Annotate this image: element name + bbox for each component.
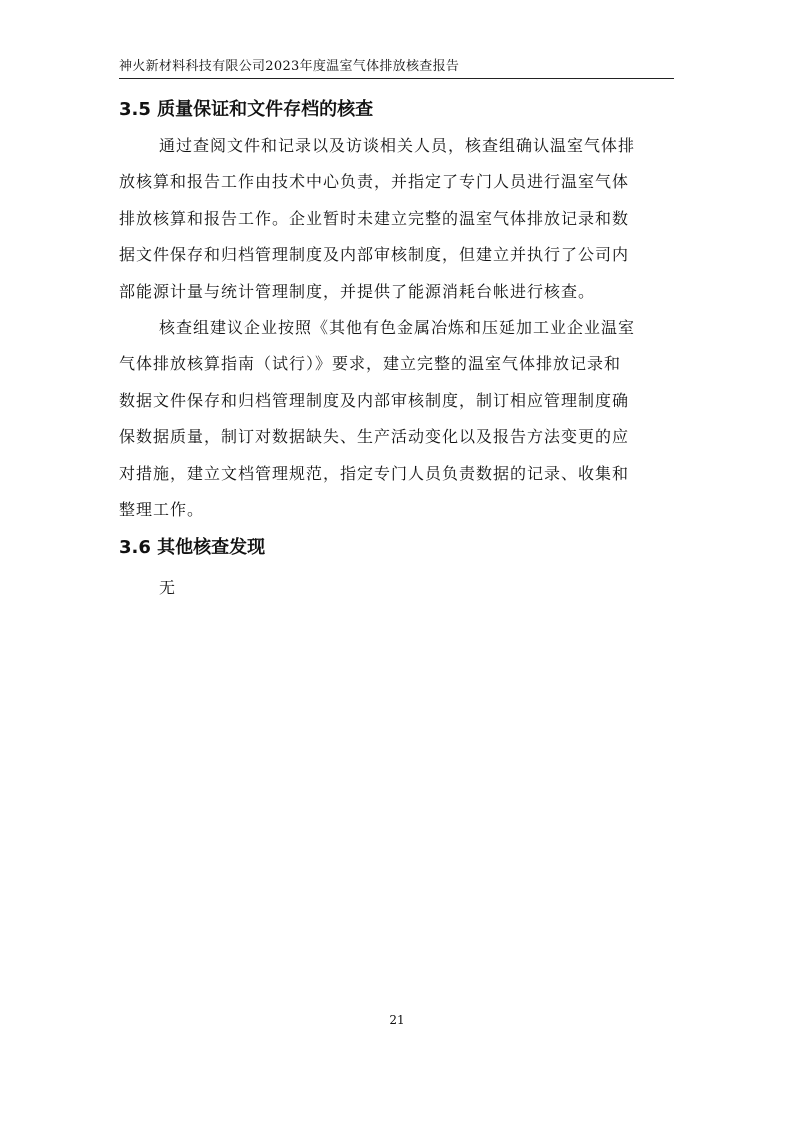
section-heading-3-6: 3.6 其他核查发现 <box>119 537 266 558</box>
paragraph-line: 对措施，建立文档管理规范，指定专门人员负责数据的记录、收集和 <box>119 463 630 483</box>
paragraph-line: 气体排放核算指南（试行）》要求，建立完整的温室气体排放记录和 <box>119 354 622 374</box>
running-header: 神火新材料科技有限公司2023年度温室气体排放核查报告 <box>119 59 460 74</box>
paragraph-line: 核查组建议企业按照《其他有色金属冶炼和压延加工业企业温室 <box>159 318 636 337</box>
paragraph-line: 通过查阅文件和记录以及访谈相关人员，核查组确认温室气体排 <box>159 136 636 155</box>
paragraph-line: 数据文件保存和归档管理制度及内部审核制度，制订相应管理制度确 <box>119 390 630 410</box>
paragraph-line: 保数据质量，制订对数据缺失、生产活动变化以及报告方法变更的应 <box>119 427 630 447</box>
paragraph-line: 无 <box>159 578 177 597</box>
paragraph-line: 整理工作。 <box>119 499 205 519</box>
paragraph-line: 放核算和报告工作由技术中心负责，并指定了专门人员进行温室气体 <box>119 172 630 192</box>
paragraph-quality-assurance <box>119 128 674 310</box>
section-heading-3-5: 3.5 质量保证和文件存档的核查 <box>119 99 374 120</box>
paragraph-line: 部能源计量与统计管理制度，并提供了能源消耗台帐进行核查。 <box>119 281 596 301</box>
paragraph-line: 排放核算和报告工作。企业暂时未建立完整的温室气体排放记录和数 <box>119 208 630 228</box>
page-number: 21 <box>389 1013 405 1027</box>
paragraph-other-findings <box>119 570 674 606</box>
paragraph-line: 据文件保存和归档管理制度及内部审核制度，但建立并执行了公司内 <box>119 245 630 265</box>
header-rule <box>119 78 674 79</box>
paragraph-recommendation <box>119 310 674 528</box>
